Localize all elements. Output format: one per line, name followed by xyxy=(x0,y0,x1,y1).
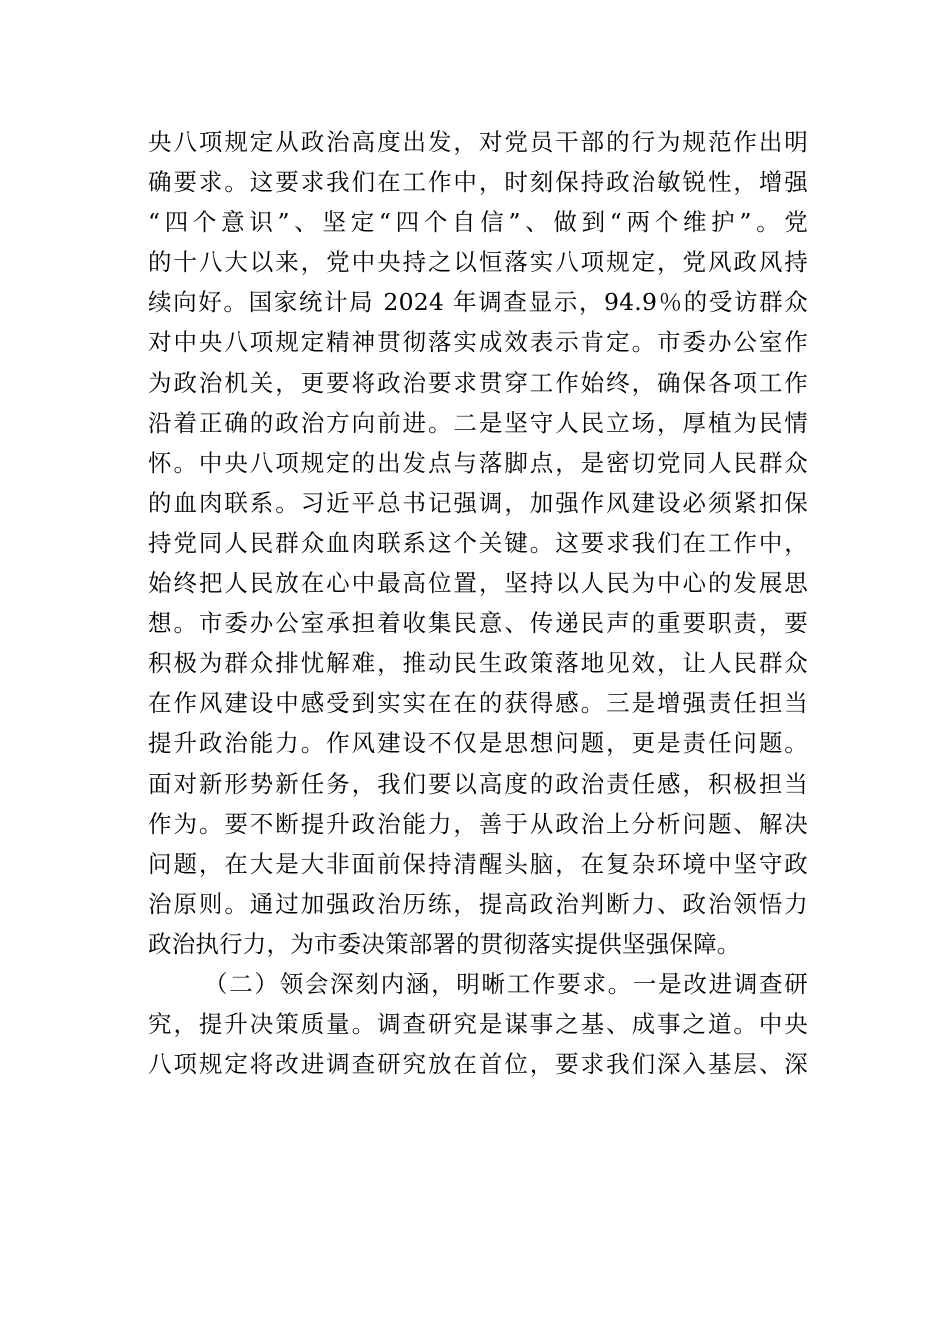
text-line: 八项规定将改进调查研究放在首位，要求我们深入基层、深 xyxy=(148,1050,808,1079)
text-line: 始终把人民放在心中最高位置，坚持以人民为中心的发展思 xyxy=(148,569,808,598)
text-line: 沿着正确的政治方向前进。二是坚守人民立场，厚植为民情 xyxy=(148,408,808,437)
text-line: 在作风建设中感受到实实在在的获得感。三是增强责任担当 xyxy=(148,689,808,718)
text-line: “四个意识”、坚定“四个自信”、做到“两个维护”。党 xyxy=(148,208,808,237)
text-line: 央八项规定从政治高度出发，对党员干部的行为规范作出明 xyxy=(148,128,808,156)
text-line: 为政治机关，更要将政治要求贯穿工作始终，确保各项工作 xyxy=(148,368,808,397)
text-line: 怀。中央八项规定的出发点与落脚点，是密切党同人民群众 xyxy=(148,448,808,477)
body-text xyxy=(148,122,808,1084)
text-line: 的十八大以来，党中央持之以恒落实八项规定，党风政风持 xyxy=(148,248,808,277)
text-line: 的血肉联系。习近平总书记强调，加强作风建设必须紧扣保 xyxy=(148,488,808,517)
text-line: 治原则。通过加强政治历练，提高政治判断力、政治领悟力 xyxy=(148,889,808,918)
text-line: 对中央八项规定精神贯彻落实成效表示肯定。市委办公室作 xyxy=(148,328,808,357)
text-line: 面对新形势新任务，我们要以高度的政治责任感，积极担当 xyxy=(148,769,808,798)
section-heading-line: （二）领会深刻内涵，明晰工作要求。一是改进调查研 xyxy=(204,969,808,998)
text-line: 问题，在大是大非面前保持清醒头脑，在复杂环境中坚守政 xyxy=(148,849,808,878)
text-line: 提升政治能力。作风建设不仅是思想问题，更是责任问题。 xyxy=(148,729,808,758)
text-line: 积极为群众排忧解难，推动民生政策落地见效，让人民群众 xyxy=(148,649,808,678)
text-line: 确要求。这要求我们在工作中，时刻保持政治敏锐性，增强 xyxy=(148,168,808,197)
text-line: 想。市委办公室承担着收集民意、传递民声的重要职责，要 xyxy=(148,609,808,638)
text-line: 作为。要不断提升政治能力，善于从政治上分析问题、解决 xyxy=(148,809,808,838)
text-line: 续向好。国家统计局 2024 年调查显示，94.9％的受访群众 xyxy=(148,288,808,317)
paragraph-end-line: 政治执行力，为市委决策部署的贯彻落实提供坚强保障。 xyxy=(148,929,741,958)
text-line: 持党同人民群众血肉联系这个关键。这要求我们在工作中， xyxy=(148,528,808,557)
text-line: 究，提升决策质量。调查研究是谋事之基、成事之道。中央 xyxy=(148,1010,808,1039)
